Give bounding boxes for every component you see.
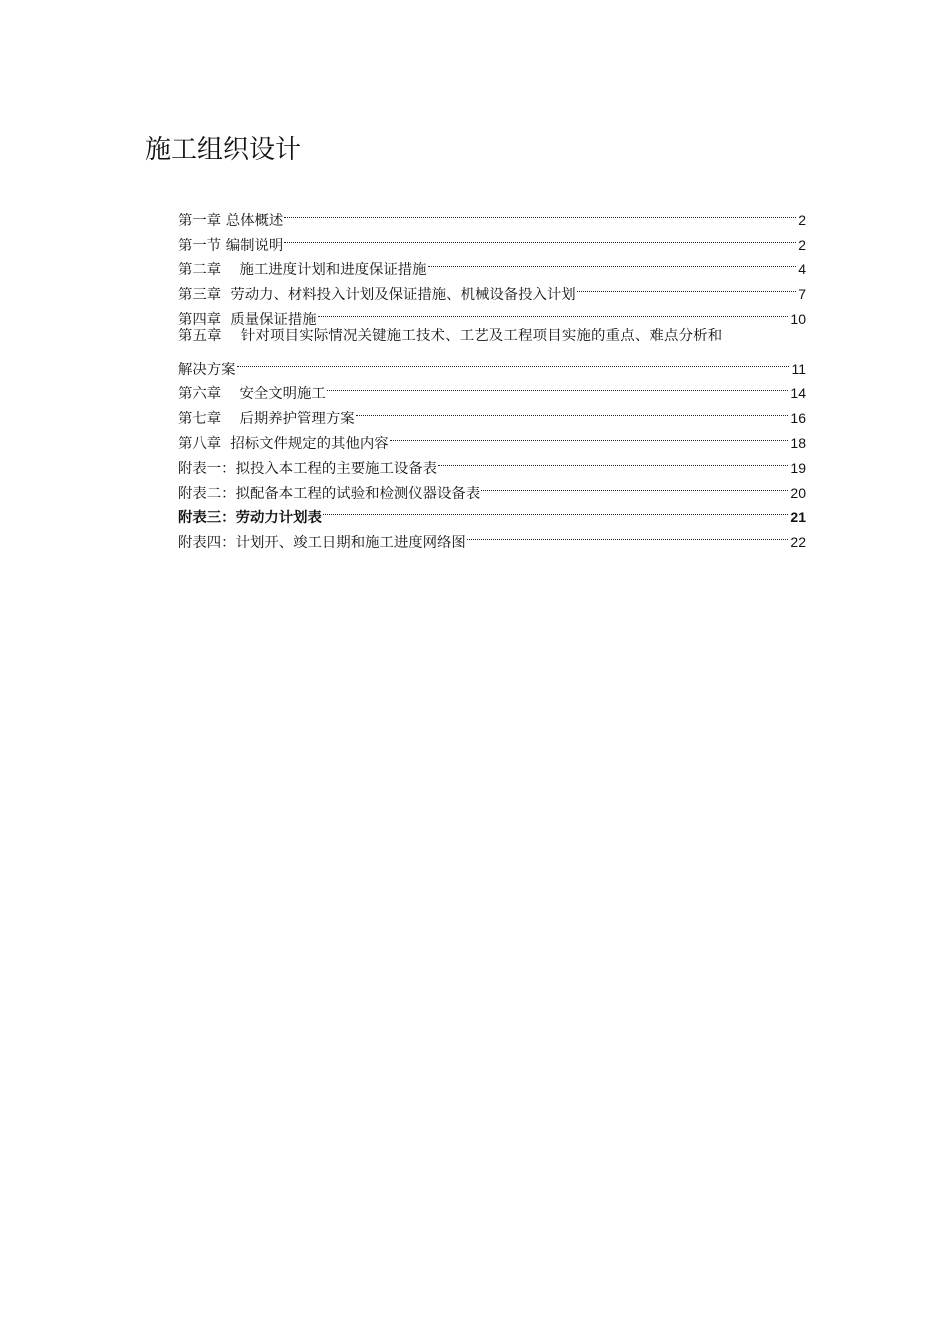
toc-entry-label: 第三章 劳动力、材料投入计划及保证措施、机械设备投入计划 <box>178 287 576 304</box>
toc-leader-dots <box>466 522 791 547</box>
toc-page-number: 2 <box>798 236 806 253</box>
toc-entry-line-2 <box>178 349 806 378</box>
toc-entry-label: 第二章 施工进度计划和进度保证措施 <box>178 262 427 279</box>
toc-page-number: 21 <box>790 509 806 526</box>
toc-page-number: 11 <box>791 360 806 377</box>
toc-leader-dots <box>480 473 790 498</box>
toc-leader-dots <box>322 498 791 523</box>
toc-entry[interactable] <box>178 200 806 229</box>
toc-entry-label: 第一章 总体概述 <box>178 212 284 229</box>
toc-entry-label: 第六章 安全文明施工 <box>178 386 326 403</box>
toc-entry-label-continued: 解决方案 <box>178 361 236 378</box>
toc-leader-dots <box>326 374 791 399</box>
toc-page-number: 14 <box>790 385 806 402</box>
toc-page-number: 18 <box>790 434 806 451</box>
toc-entry-line-1 <box>178 324 806 349</box>
toc-leader-dots <box>576 274 799 299</box>
table-of-contents <box>178 200 806 552</box>
toc-entry-label: 附表三：劳动力计划表 <box>178 510 322 527</box>
toc-entry[interactable] <box>178 374 806 403</box>
toc-entry-label: 附表四：计划开、竣工日期和施工进度网络图 <box>178 535 466 552</box>
toc-page-number: 16 <box>790 410 806 427</box>
toc-page-number: 22 <box>790 534 806 551</box>
toc-leader-dots <box>437 448 790 473</box>
toc-leader-dots <box>317 299 791 324</box>
toc-leader-dots <box>427 250 799 275</box>
toc-entry[interactable] <box>178 324 806 378</box>
toc-leader-dots <box>236 349 792 374</box>
toc-entry-label: 第八章 招标文件规定的其他内容 <box>178 435 389 452</box>
toc-page-number: 7 <box>798 286 806 303</box>
toc-entry-label: 第七章 后期养护管理方案 <box>178 411 355 428</box>
toc-page-number: 10 <box>790 310 806 327</box>
toc-entry-label: 附表二：拟配备本工程的试验和检测仪器设备表 <box>178 485 481 502</box>
toc-page-number: 19 <box>790 459 806 476</box>
toc-page-number: 2 <box>798 211 806 228</box>
toc-leader-dots <box>283 200 798 225</box>
toc-page-number: 20 <box>790 484 806 501</box>
toc-leader-dots <box>355 398 791 423</box>
toc-entry-label: 第四章 质量保证措施 <box>178 311 317 328</box>
toc-leader-dots <box>283 225 798 250</box>
toc-leader-dots <box>389 423 791 448</box>
document-title: 施工组织设计 <box>145 135 302 165</box>
toc-entry-label: 第五章 针对项目实际情况关键施工技术、工艺及工程项目实施的重点、难点分析和 <box>178 327 723 344</box>
toc-entry-label: 附表一：拟投入本工程的主要施工设备表 <box>178 460 438 477</box>
toc-entry-label: 第一节 编制说明 <box>178 237 284 254</box>
toc-page-number: 4 <box>798 261 806 278</box>
